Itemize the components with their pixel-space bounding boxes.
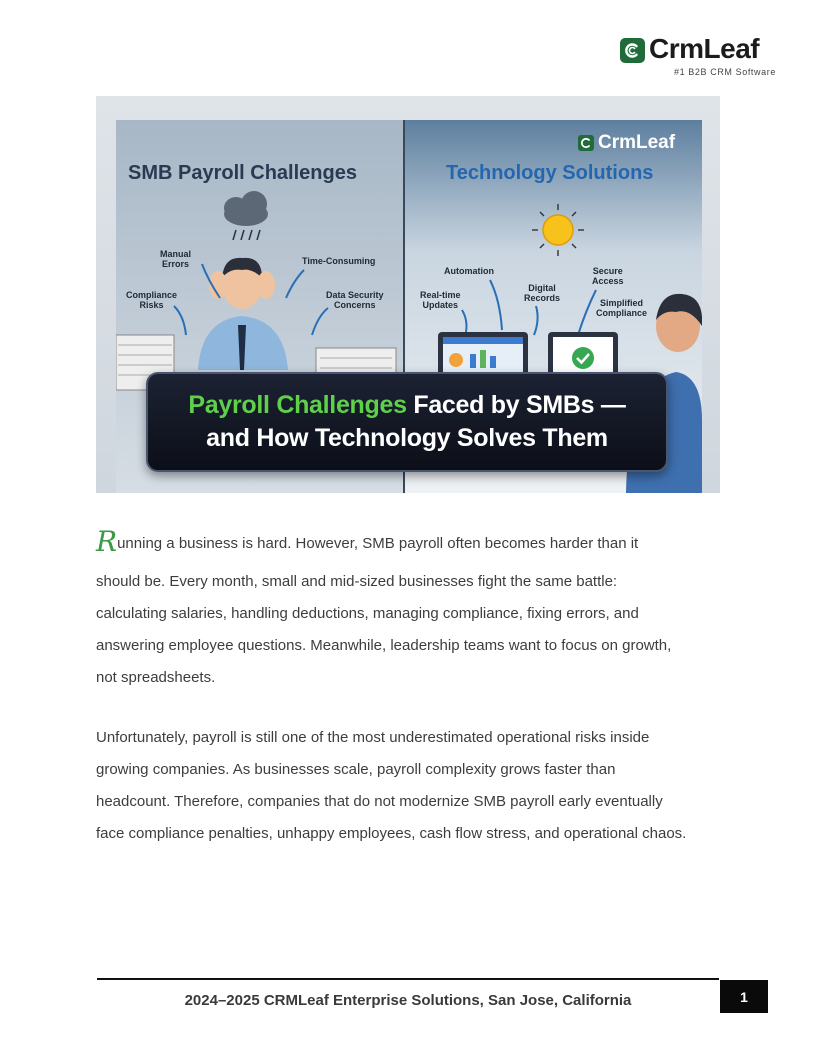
label-automation: Automation	[444, 266, 494, 276]
paragraph-line: answering employee questions. Meanwhile, leadership teams want to focus on growth,	[96, 637, 672, 654]
paragraph-line: calculating salaries, handling deductions, managing compliance, fixing errors, and	[96, 605, 639, 622]
crmleaf-logo-icon	[620, 38, 645, 63]
label-digital-records: Digital Records	[524, 283, 561, 303]
hero-headline-banner	[146, 372, 668, 472]
banner-accent-text: Payroll Challenges	[188, 391, 407, 419]
label-compliance-risks: Compliance Risks	[126, 290, 178, 310]
hero-image	[96, 96, 720, 493]
page-number: 1	[720, 980, 768, 1013]
paragraph-line: face compliance penalties, unhappy employees, cash flow stress, and operational chaos.	[96, 825, 687, 842]
banner-line-1	[188, 389, 625, 422]
hero-brand-logo	[578, 132, 675, 154]
label-realtime-updates: Real-time Updates	[420, 290, 461, 310]
second-paragraph	[96, 722, 736, 850]
drop-cap: R	[96, 525, 118, 558]
paragraph-line: not spreadsheets.	[96, 669, 216, 686]
banner-line-1-rest: Faced by SMBs —	[406, 391, 626, 419]
hero-left-title: SMB Payroll Challenges	[128, 162, 357, 184]
hero-right-title: Technology Solutions	[446, 162, 654, 184]
hero-brand-word: CrmLeaf	[598, 132, 676, 153]
footer-divider	[97, 978, 719, 980]
crmleaf-hero-icon	[578, 135, 594, 151]
paragraph-line: growing companies. As businesses scale, payroll complexity grows faster than	[96, 761, 616, 778]
logo-wordmark: CrmLeaf	[649, 33, 760, 64]
label-time-consuming: Time-Consuming	[302, 256, 376, 266]
crmleaf-logo	[620, 33, 780, 80]
banner-line-2: and How Technology Solves Them	[206, 424, 608, 452]
label-simplified-compliance: Simplified Compliance	[596, 298, 648, 318]
intro-paragraph	[96, 525, 736, 694]
label-manual-errors: Manual Errors	[160, 249, 192, 269]
label-data-security: Data Security Concerns	[326, 290, 384, 310]
paragraph-line: should be. Every month, small and mid-sized businesses fight the same battle:	[96, 573, 618, 590]
logo-tagline: #1 B2B CRM Software	[674, 67, 776, 77]
paragraph-line: Unfortunately, payroll is still one of the most underestimated operational risks inside	[96, 729, 650, 746]
paragraph-line: Running a business is hard. However, SMB payroll often becomes harder than it	[96, 525, 639, 558]
paragraph-line: headcount. Therefore, companies that do not modernize SMB payroll early eventually	[96, 793, 663, 810]
footer-text: 2024–2025 CRMLeaf Enterprise Solutions, San Jose, California	[184, 992, 632, 1009]
label-secure-access: Secure Access	[592, 266, 624, 286]
